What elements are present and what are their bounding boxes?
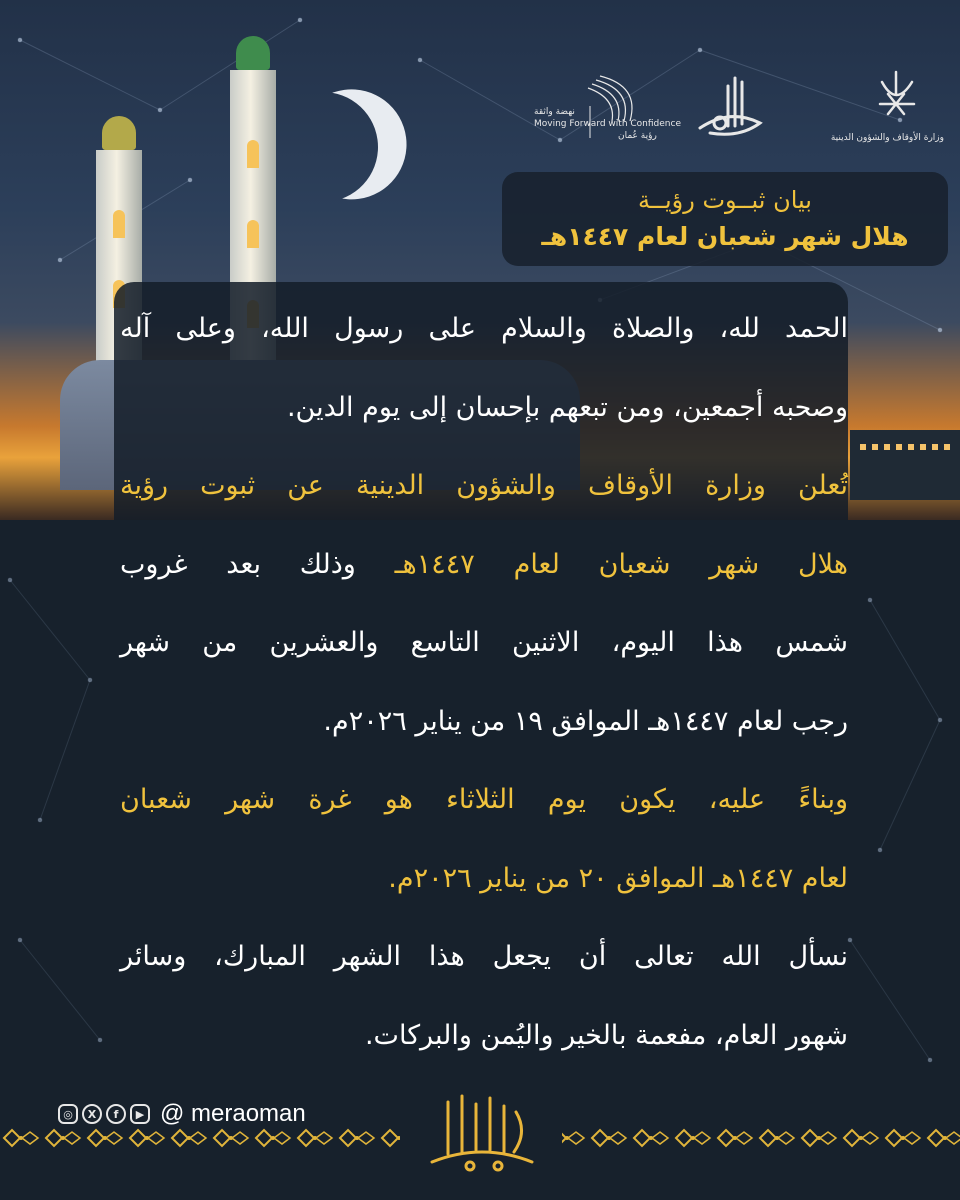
oman-vision-logo — [530, 66, 681, 146]
city-lights — [850, 430, 960, 500]
social-handle[interactable]: @ meraoman — [160, 1100, 306, 1127]
body-line: رجب لعام ١٤٤٧هـ الموافق ١٩ من يناير ٢٠٢٦م. — [323, 705, 848, 737]
body-line-highlight: وبناءً عليه، يكون يوم الثلاثاء هو غرة شهر شعبان — [120, 784, 848, 815]
svg-text:Moving Forward with Confidence: Moving Forward with Confidence — [534, 119, 681, 129]
logo-bar — [526, 64, 946, 154]
body-line-highlight: لعام ١٤٤٧هـ الموافق ٢٠ من يناير ٢٠٢٦م. — [388, 862, 848, 894]
body-line: وصحبه أجمعين، ومن تبعهم بإحسان إلى يوم الدين. — [286, 391, 848, 423]
social-links — [58, 1100, 306, 1128]
title-line-2: هلال شهر شعبان لعام ١٤٤٧هـ — [541, 222, 909, 251]
body-line: شهور العام، مفعمة بالخير واليُمن والبركات. — [364, 1019, 848, 1051]
facebook-icon[interactable]: f — [106, 1104, 126, 1124]
month-highlight: هلال شهر شعبان لعام ١٤٤٧هـ — [394, 548, 848, 580]
svg-text:وزارة الأوقاف والشؤون الدينية: وزارة الأوقاف والشؤون الدينية — [830, 133, 944, 143]
body-line: الحمد لله، والصلاة والسلام على رسول الله، وعلى آله — [120, 313, 848, 344]
ministry-logo — [796, 64, 946, 150]
body-line-highlight: تُعلن وزارة الأوقاف والشؤون الدينية عن ثبوت رؤية — [120, 470, 848, 501]
body-line-rest: وذلك بعد غروب — [120, 548, 395, 580]
announcement-title — [502, 172, 948, 266]
x-icon[interactable]: X — [82, 1104, 102, 1124]
youtube-icon[interactable]: ▶ — [130, 1104, 150, 1124]
body-line: نسأل الله تعالى أن يجعل هذا الشهر المبارك، وسائر — [120, 941, 848, 972]
calligraphy-seal — [418, 1082, 546, 1178]
body-line — [120, 532, 848, 611]
svg-text:رؤية عُمان: رؤية عُمان — [618, 131, 657, 141]
svg-text:نهضة واثقة: نهضة واثقة — [534, 107, 575, 117]
instagram-icon[interactable]: ◎ — [58, 1104, 78, 1124]
calligraphy-emblem — [680, 68, 780, 148]
title-line-1: بيان ثبــوت رؤيــة — [638, 186, 812, 214]
body-line: شمس هذا اليوم، الاثنين التاسع والعشرين من شهر — [120, 627, 848, 658]
announcement-body — [120, 296, 848, 1081]
